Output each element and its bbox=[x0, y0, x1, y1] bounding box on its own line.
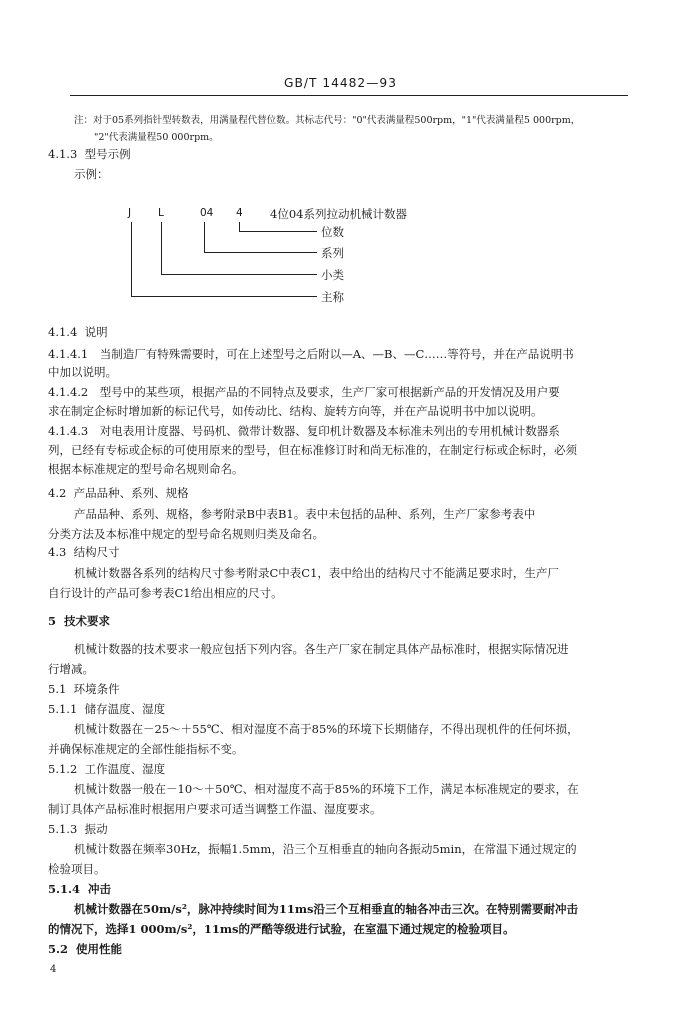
note-line-2: "2"代表满量程50 000rpm。 bbox=[94, 132, 219, 143]
para-5-1-2-line-2: 制订具体产品标准时根据用户要求可适当调整工作温、湿度要求。 bbox=[48, 802, 382, 816]
para-4-3-line-2: 自行设计的产品可参考表C1给出相应的尺寸。 bbox=[48, 586, 283, 600]
section-5-1-1-heading bbox=[48, 701, 165, 717]
section-number: 4.3 bbox=[48, 545, 67, 559]
hline-subclass bbox=[161, 274, 317, 275]
section-4-2-heading bbox=[48, 485, 189, 501]
section-number: 5.1.1 bbox=[48, 702, 78, 716]
para-4-3-line-1: 机械计数器各系列的结构尺寸参考附录C中表C1，表中给出的结构尺寸不能满足要求时，生产厂 bbox=[74, 566, 559, 580]
label-digits: 位数 bbox=[321, 225, 344, 239]
para-5-1-4-line-1: 机械计数器在50m/s²，脉冲持续时间为11ms沿三个互相垂直的轴各冲击三次。在特别需要耐冲击 bbox=[74, 902, 579, 916]
section-title: 振动 bbox=[84, 822, 108, 836]
example-label: 示例： bbox=[74, 167, 109, 181]
section-5-1-3-heading bbox=[48, 821, 108, 837]
diagram-description: 4位04系列拉动机械计数器 bbox=[270, 207, 407, 221]
section-number: 5.1.4 bbox=[48, 882, 81, 896]
section-5-heading bbox=[48, 613, 110, 629]
section-number: 5 bbox=[48, 614, 57, 628]
section-title: 说明 bbox=[84, 325, 108, 339]
section-number: 4.1.4 bbox=[48, 325, 78, 339]
section-4-1-3-heading bbox=[48, 146, 131, 162]
page-number: 4 bbox=[50, 964, 57, 975]
para-4-1-4-1-line-2: 中加以说明。 bbox=[48, 365, 117, 379]
para-4-1-4-3-line-2: 列，已经有专标或企标的可使用原来的型号，但在标准修订时和尚无标准的，在制定行标或企标时，必须 bbox=[48, 443, 577, 457]
para-5-1-1-line-1: 机械计数器在－25～＋55℃、相对湿度不高于85%的环境下长期储存，不得出现机件的任何坏损， bbox=[74, 722, 579, 736]
para-4-2-line-2: 分类方法及本标准中规定的型号命名规则归类及命名。 bbox=[48, 527, 324, 541]
section-title: 技术要求 bbox=[64, 614, 111, 628]
label-subclass: 小类 bbox=[321, 268, 344, 282]
header-rule bbox=[70, 95, 628, 96]
para-5-1-4-line-2: 的情况下，选择1 000m/s²，11ms的严酷等级进行试验，在室温下通过规定的检验项目。 bbox=[48, 922, 515, 936]
vline-main bbox=[131, 222, 132, 296]
section-number: 5.2 bbox=[48, 942, 69, 956]
section-5-1-heading bbox=[48, 681, 120, 697]
note-line-1: 注：对于05系列指针型转数表，用满量程代替位数。其标志代号："0"代表满量程500rpm，"1"代表满量程5 000rpm， bbox=[74, 115, 581, 126]
para-5-1-2-line-1: 机械计数器一般在－10～＋50℃、相对湿度不高于85%的环境下工作，满足本标准规定的要求，在 bbox=[74, 782, 579, 796]
para-4-1-4-3-line-1: 4.1.4.3 对电表用计度器、号码机、微带计数器、复印机计数器及本标准未列出的专用机械计数器系 bbox=[48, 424, 560, 438]
para-5-1-1-line-2: 并确保标准规定的全部性能指标不变。 bbox=[48, 742, 244, 756]
section-title: 环境条件 bbox=[73, 682, 120, 696]
para-4-1-4-1-line-1: 4.1.4.1 当制造厂有特殊需要时，可在上述型号之后附以—A、—B、—C……等符号，并在产品说明书 bbox=[48, 347, 574, 361]
section-number: 5.1 bbox=[48, 682, 67, 696]
section-number: 5.1.3 bbox=[48, 822, 78, 836]
section-title: 型号示例 bbox=[84, 147, 131, 161]
section-title: 工作温度、湿度 bbox=[84, 762, 166, 776]
section-4-1-4-heading bbox=[48, 324, 108, 340]
para-4-1-4-2-line-2: 求在制定企标时增加新的标记代号，如传动比、结构、旋转方向等，并在产品说明书中加以说明。 bbox=[48, 404, 543, 418]
para-4-1-4-3-line-3: 根据本标准规定的型号命名规则命名。 bbox=[48, 462, 244, 476]
para-5-1-3-line-2: 检验项目。 bbox=[48, 862, 106, 876]
section-title: 储存温度、湿度 bbox=[84, 702, 166, 716]
section-number: 5.1.2 bbox=[48, 762, 78, 776]
section-title: 使用性能 bbox=[76, 942, 123, 956]
section-title: 结构尺寸 bbox=[73, 545, 120, 559]
section-title: 冲击 bbox=[88, 882, 112, 896]
section-5-1-4-heading bbox=[48, 881, 111, 897]
code-series: 04 bbox=[200, 207, 214, 219]
label-series: 系列 bbox=[321, 246, 344, 260]
section-4-3-heading bbox=[48, 544, 120, 560]
hline-main bbox=[131, 296, 317, 297]
hline-digits bbox=[239, 231, 317, 232]
para-4-1-4-2-line-1: 4.1.4.2 型号中的某些项，根据产品的不同特点及要求，生产厂家可根据新产品的开发情况及用户要 bbox=[48, 385, 560, 399]
para-5-line-2: 行增减。 bbox=[48, 662, 94, 676]
label-main: 主称 bbox=[321, 290, 344, 304]
vline-digits bbox=[239, 222, 240, 231]
code-subclass: L bbox=[158, 207, 164, 219]
page-header: GB/T 14482—93 bbox=[284, 76, 397, 90]
section-number: 4.2 bbox=[48, 486, 67, 500]
vline-subclass bbox=[161, 222, 162, 274]
hline-series bbox=[204, 252, 317, 253]
code-digits: 4 bbox=[236, 207, 243, 219]
section-number: 4.1.3 bbox=[48, 147, 78, 161]
para-5-line-1: 机械计数器的技术要求一般应包括下列内容。各生产厂家在制定具体产品标准时，根据实际情况进 bbox=[74, 642, 569, 656]
para-4-2-line-1: 产品品种、系列、规格，参考附录B中表B1。表中未包括的品种、系列，生产厂家参考表中 bbox=[74, 507, 536, 521]
vline-series bbox=[204, 222, 205, 252]
section-5-1-2-heading bbox=[48, 761, 165, 777]
section-title: 产品品种、系列、规格 bbox=[73, 486, 189, 500]
code-main: J bbox=[128, 207, 132, 219]
section-5-2-heading bbox=[48, 941, 122, 957]
para-5-1-3-line-1: 机械计数器在频率30Hz，振幅1.5mm，沿三个互相垂直的轴向各振动5min，在常温下通过规定的 bbox=[74, 842, 577, 856]
